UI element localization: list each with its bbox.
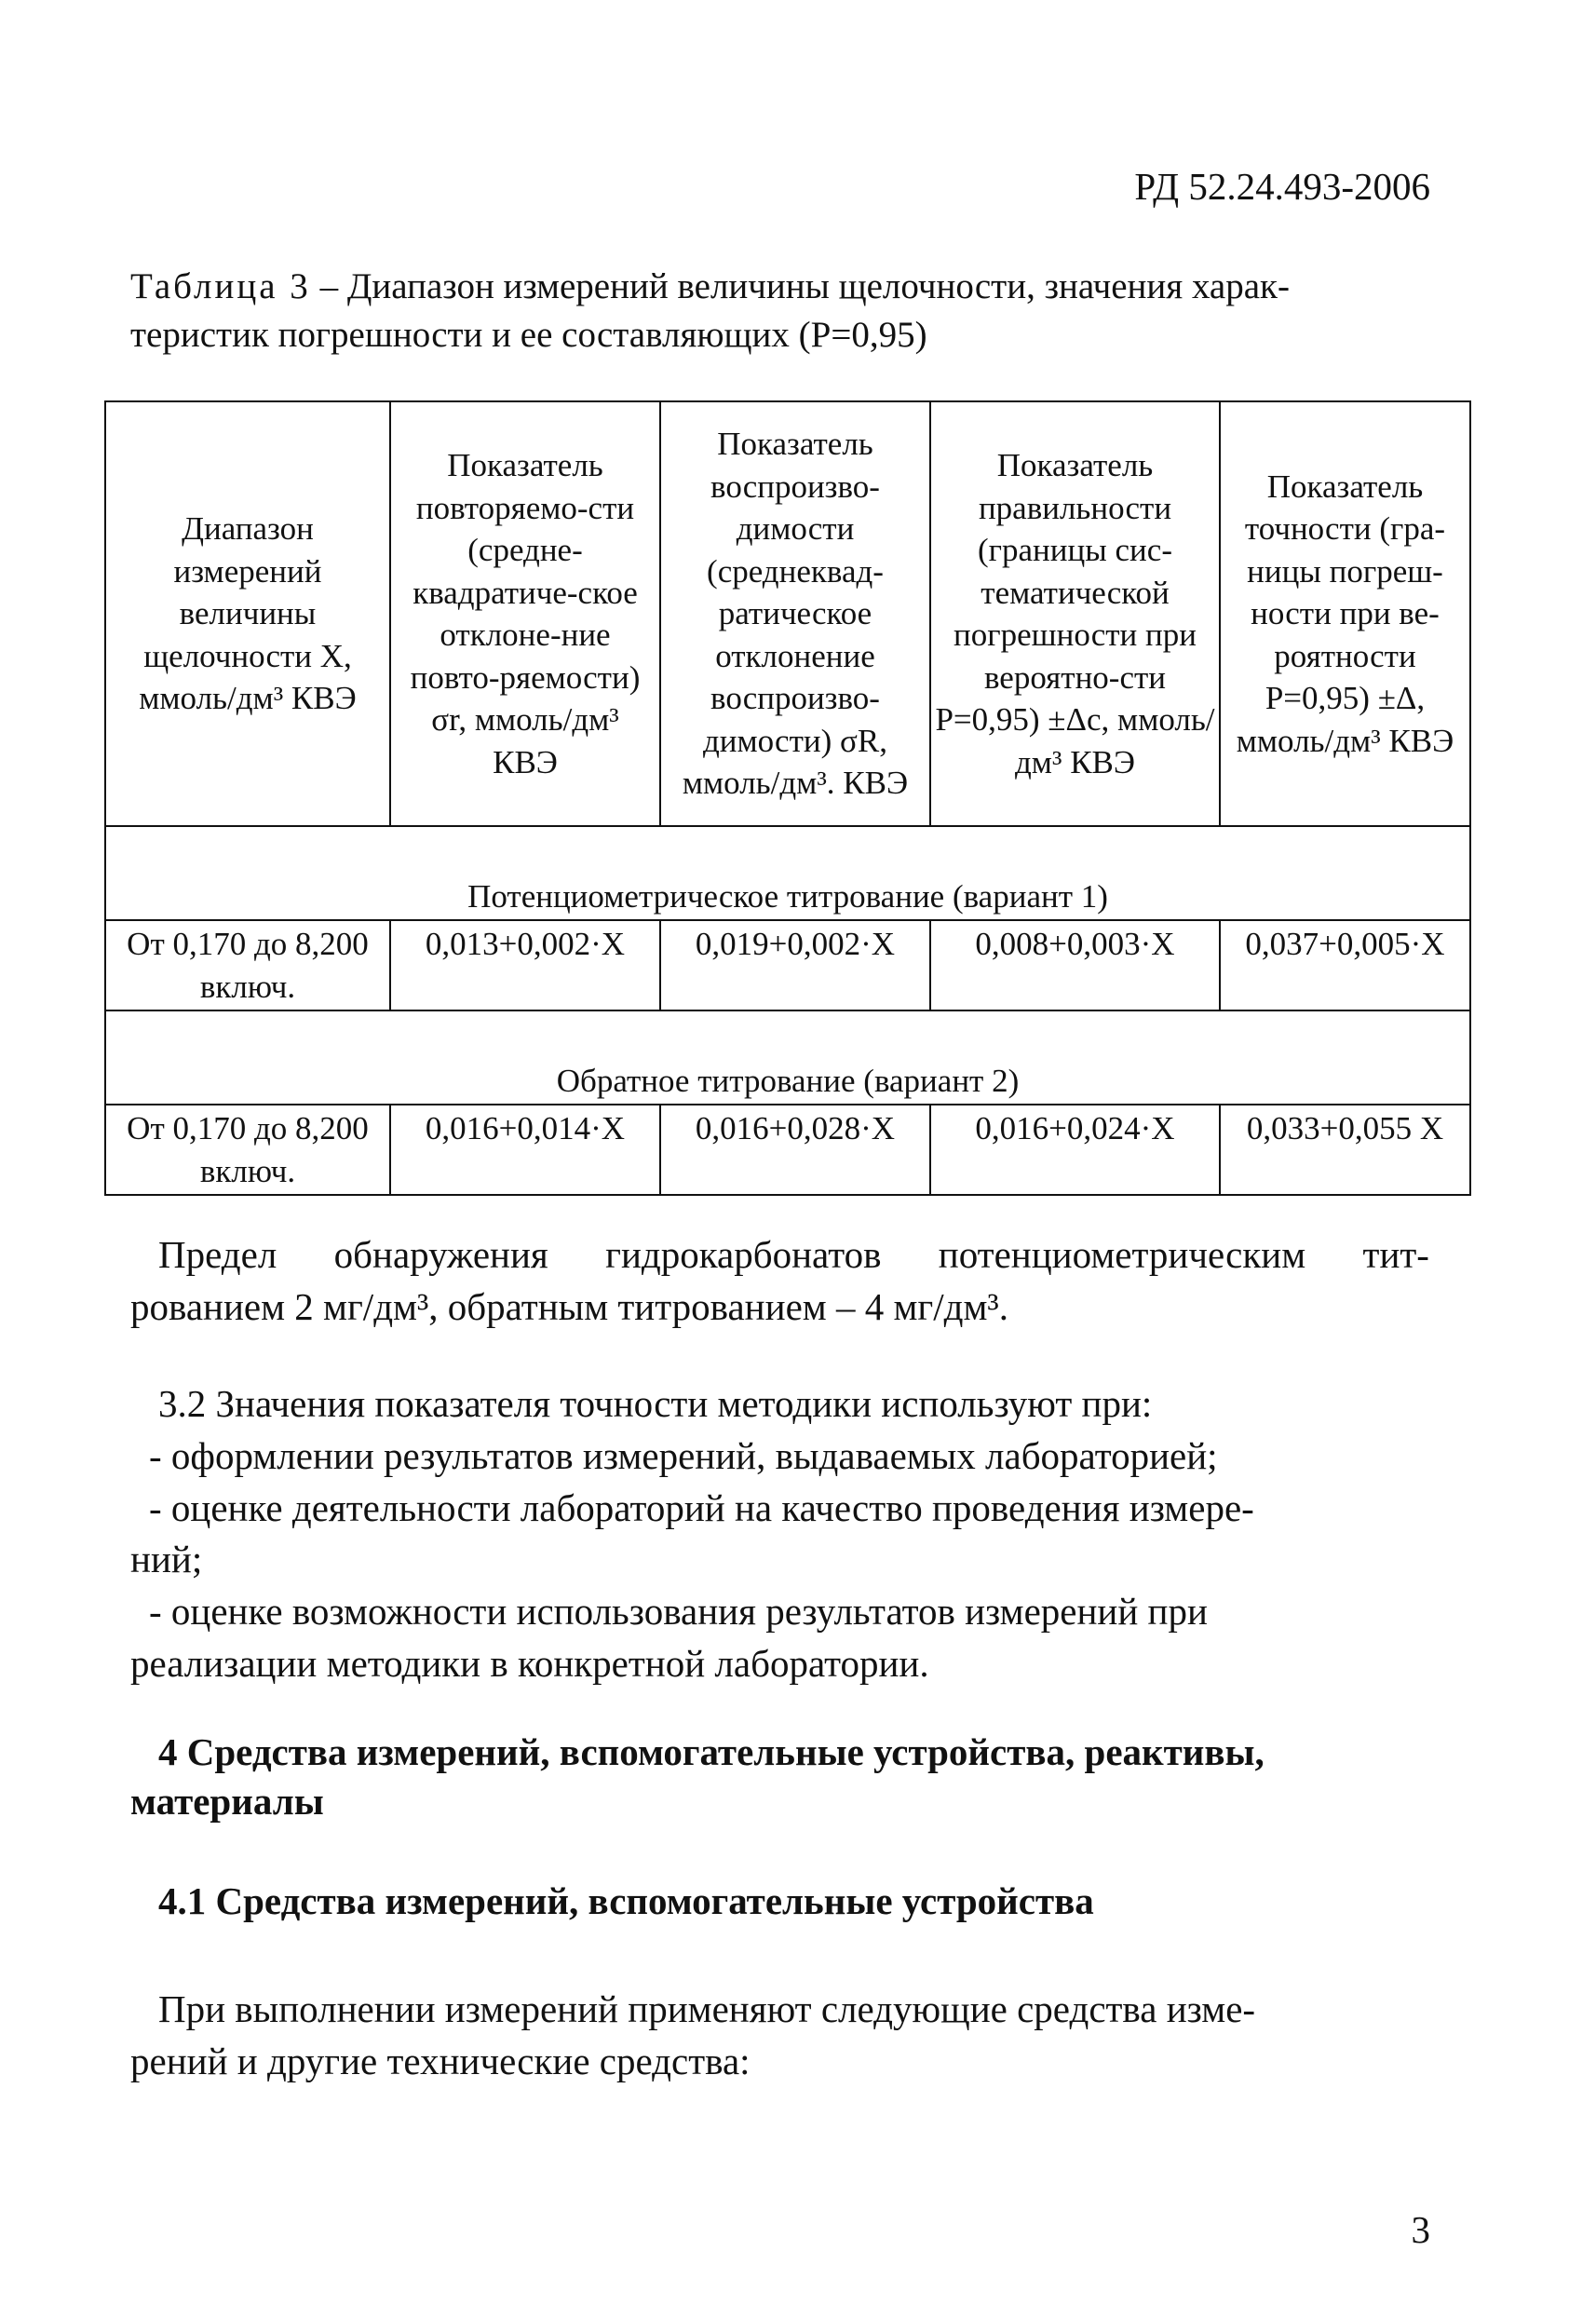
list-item-continuation: реализации методики в конкретной лаборатории. bbox=[130, 1641, 929, 1685]
header-trueness: Показатель правильности (границы сис-тематической погрешности при вероятно-сти P=0,95) ±Δc, ммоль/дм³ КВЭ bbox=[930, 401, 1220, 826]
detection-limit-line1: Предел обнаружения гидрокарбонатов потенциометрическим тит- bbox=[158, 1233, 1429, 1276]
section-title: Потенциометрическое титрование (вариант 1) bbox=[105, 826, 1470, 920]
detection-limit-line2: рованием 2 мг/дм³, обратным титрованием – 4 мг/дм³. bbox=[130, 1284, 1008, 1328]
accuracy-usage-intro: 3.2 Значения показателя точности методики используют при: bbox=[158, 1382, 1153, 1425]
list-item: - оценке возможности использования результатов измерений при bbox=[149, 1590, 1208, 1633]
header-range: Диапазон измерений величины щелочности X, ммоль/дм³ КВЭ bbox=[105, 401, 390, 826]
detection-limit-paragraph bbox=[130, 1229, 1429, 1334]
value-cell: 0,008+0,003·X bbox=[930, 920, 1220, 1010]
section-row-back-titration bbox=[105, 1010, 1470, 1105]
range-cell: От 0,170 до 8,200 включ. bbox=[105, 1105, 390, 1195]
error-characteristics-table bbox=[104, 400, 1471, 1196]
value-cell: 0,016+0,024·X bbox=[930, 1105, 1220, 1195]
list-item: - оформлении результатов измерений, выдаваемых лабораторией; bbox=[149, 1433, 1218, 1477]
section-row-potentiometric bbox=[105, 826, 1470, 920]
list-item: - оценке деятельности лабораторий на качество проведения измере- bbox=[149, 1485, 1254, 1529]
section-4-heading: 4 Средства измерений, вспомогательные устройства, реактивы, материалы bbox=[130, 1730, 1265, 1824]
value-cell: 0,037+0,005·X bbox=[1220, 920, 1470, 1010]
range-cell: От 0,170 до 8,200 включ. bbox=[105, 920, 390, 1010]
table-row bbox=[105, 1105, 1470, 1195]
table-row bbox=[105, 920, 1470, 1010]
table-caption-line2: теристик погрешности и ее составляющих (P=0,95) bbox=[130, 314, 927, 355]
header-repeatability: Показатель повторяемо-сти (средне-квадратиче-ское отклоне-ние повто-ряемости) σr, ммоль/дм³ КВЭ bbox=[390, 401, 660, 826]
value-cell: 0,013+0,002·X bbox=[390, 920, 660, 1010]
section-title: Обратное титрование (вариант 2) bbox=[105, 1010, 1470, 1105]
table-caption bbox=[130, 263, 1429, 359]
table-caption-line1: – Диапазон измерений величины щелочности, значения харак- bbox=[310, 266, 1290, 306]
header-accuracy: Показатель точности (гра-ницы погреш-ности при ве-роятности P=0,95) ±Δ, ммоль/дм³ КВЭ bbox=[1220, 401, 1470, 826]
value-cell: 0,033+0,055 X bbox=[1220, 1105, 1470, 1195]
header-reproducibility: Показатель воспроизво-димости (среднеквад-ратическое отклонение воспроизво-димости) σR, ммоль/дм³. КВЭ bbox=[660, 401, 930, 826]
table-header-row bbox=[105, 401, 1470, 826]
value-cell: 0,016+0,028·X bbox=[660, 1105, 930, 1195]
document-code: РД 52.24.493-2006 bbox=[1134, 165, 1430, 208]
section-4-1-paragraph: При выполнении измерений применяют следующие средства изме- рений и другие технические средства: bbox=[130, 1987, 1256, 2082]
section-4-1-heading: 4.1 Средства измерений, вспомогательные устройства bbox=[158, 1879, 1094, 1922]
value-cell: 0,019+0,002·X bbox=[660, 920, 930, 1010]
page-number: 3 bbox=[1411, 2208, 1430, 2251]
value-cell: 0,016+0,014·X bbox=[390, 1105, 660, 1195]
list-item-continuation: ний; bbox=[130, 1538, 203, 1581]
accuracy-usage-list bbox=[130, 1378, 1429, 1690]
table-caption-prefix: Таблица 3 bbox=[130, 266, 311, 306]
